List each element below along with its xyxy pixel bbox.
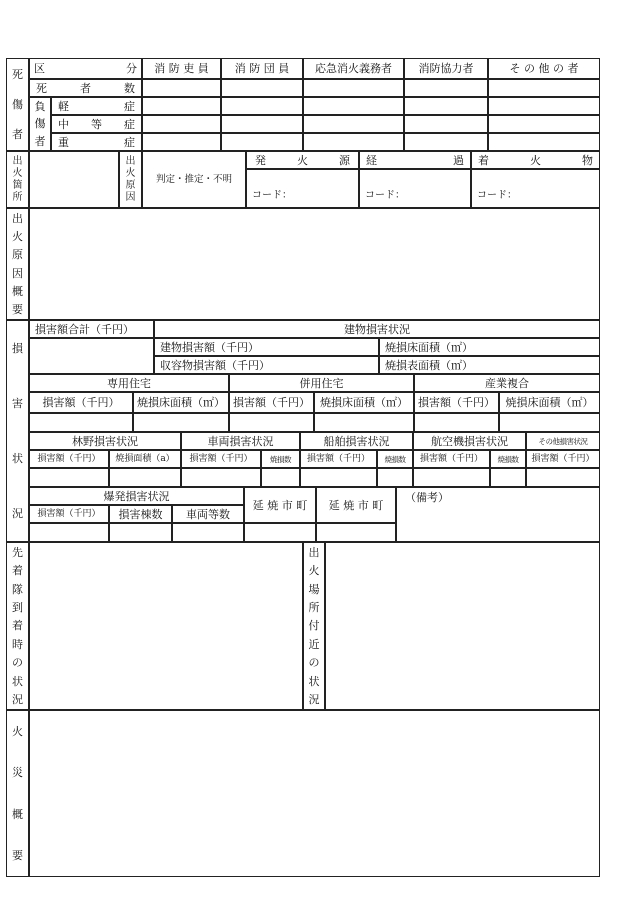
fire-site-vicinity-field[interactable] (325, 542, 600, 710)
forest-damage-header: 林野損害状況 (29, 432, 181, 450)
char: 死 (12, 67, 23, 81)
char: 経 (366, 153, 377, 167)
first-unit-label (6, 542, 29, 710)
moderate-fire-corps-cell[interactable] (221, 115, 303, 133)
char: 損 (12, 342, 23, 355)
minor-fire-officer-cell[interactable] (142, 97, 221, 115)
char: 状 (12, 674, 23, 688)
explosion-amount-field[interactable] (29, 523, 109, 542)
char: 要 (12, 848, 23, 862)
judgment-options[interactable]: 判定・推定・不明 (142, 151, 246, 208)
minor-emergency-duty-cell[interactable] (303, 97, 404, 115)
process-header (359, 151, 471, 169)
forest-amount-field[interactable] (29, 468, 109, 487)
mixed-floor-field[interactable] (314, 413, 414, 432)
ignition-source-code-field[interactable] (246, 169, 359, 208)
char: 等 (91, 117, 102, 131)
aircraft-amount-label: 損害額（千円） (413, 450, 490, 468)
aircraft-damage-header: 航空機損害状況 (413, 432, 526, 450)
char: 傷 (34, 117, 46, 131)
burnt-surface-area-label: 焼損表面積（㎡） (379, 356, 600, 374)
moderate-others-cell[interactable] (488, 115, 600, 133)
char: 傷 (12, 97, 23, 111)
moderate-cooperator-cell[interactable] (404, 115, 488, 133)
char: 火 (12, 725, 23, 739)
char: 分 (126, 62, 137, 75)
aircraft-count-label: 焼損数 (490, 450, 526, 468)
process-code-field[interactable] (359, 169, 471, 208)
code-label: コード： (252, 190, 292, 201)
char: 到 (12, 601, 23, 615)
char: 火 (12, 229, 23, 243)
severe-fire-officer-cell[interactable] (142, 133, 221, 151)
ignited-material-header (471, 151, 600, 169)
dedicated-amount-label: 損害額（千円） (29, 392, 133, 413)
severe-fire-corps-cell[interactable] (221, 133, 303, 151)
char: 況 (12, 507, 23, 520)
minor-others-cell[interactable] (488, 97, 600, 115)
forest-area-field[interactable] (109, 468, 181, 487)
fire-summary-label (6, 710, 29, 877)
col-header-fire-officer: 消 防 吏 員 (142, 58, 221, 79)
char: 者 (12, 128, 23, 142)
row-label-severe (51, 133, 142, 151)
char: 火 (308, 564, 320, 578)
vehicle-amount-label: 損害額（千円） (181, 450, 261, 468)
col-header-cooperator: 消防協力者 (404, 58, 488, 79)
code-label: コード： (365, 190, 405, 201)
other-amount-label: 損害額（千円） (526, 450, 600, 468)
remarks-field[interactable] (396, 487, 600, 542)
char: 近 (308, 637, 320, 651)
industrial-complex-header: 産業複合 (414, 374, 600, 392)
ignition-place-field[interactable] (29, 151, 119, 208)
other-damage-header: その他損害状況 (526, 432, 600, 450)
mixed-amount-field[interactable] (229, 413, 314, 432)
char: 発 (255, 153, 266, 167)
minor-cooperator-cell[interactable] (404, 97, 488, 115)
spread-municipality-field-1[interactable] (244, 523, 316, 542)
char: 源 (339, 153, 350, 167)
char: 火 (530, 153, 541, 167)
char: 況 (308, 693, 320, 707)
row-label-minor (51, 97, 142, 115)
char: 負 (34, 100, 46, 114)
char: 所 (12, 191, 23, 203)
char: の (12, 656, 23, 670)
dedicated-housing-header: 専用住宅 (29, 374, 229, 392)
char: 物 (582, 153, 593, 167)
char: 着 (12, 619, 23, 633)
deaths-fire-officer-cell[interactable] (142, 79, 221, 97)
moderate-emergency-duty-cell[interactable] (303, 115, 404, 133)
aircraft-count-field[interactable] (490, 468, 526, 487)
spread-municipality-label-2: 延 焼 市 町 (316, 487, 396, 523)
char: 数 (124, 81, 135, 95)
explosion-damage-header: 爆発損害状況 (29, 487, 244, 505)
vehicle-count-field[interactable] (261, 468, 300, 487)
total-damage-header: 損害額合計（千円） (29, 320, 154, 338)
total-damage-field[interactable] (29, 338, 154, 374)
ignition-source-header (246, 151, 359, 169)
char: 者 (80, 81, 91, 95)
char: 所 (308, 601, 320, 615)
char: 状 (308, 674, 320, 688)
ship-amount-label: 損害額（千円） (300, 450, 377, 468)
char: 中 (58, 117, 69, 131)
char: 概 (12, 807, 23, 821)
char: 重 (58, 135, 69, 149)
minor-fire-corps-cell[interactable] (221, 97, 303, 115)
ignition-place-label (6, 151, 29, 208)
char: 者 (34, 134, 46, 148)
aircraft-amount-field[interactable] (413, 468, 490, 487)
char: 着 (478, 153, 489, 167)
char: 災 (12, 766, 23, 780)
deaths-emergency-duty-cell[interactable] (303, 79, 404, 97)
cause-summary-field[interactable] (29, 208, 600, 320)
char: 火 (12, 167, 23, 179)
char: 時 (12, 637, 23, 651)
contents-damage-amount-label: 収容物損害額（千円） (154, 356, 379, 374)
injured-label (29, 97, 51, 151)
industrial-floor-field[interactable] (499, 413, 600, 432)
char: 出 (12, 211, 23, 225)
char: 要 (12, 303, 23, 317)
char: 出 (125, 155, 136, 167)
char: 付 (308, 619, 320, 633)
char: 況 (12, 693, 23, 707)
char: 概 (12, 284, 23, 298)
char: 軽 (58, 99, 69, 113)
spread-municipality-field-2[interactable] (316, 523, 396, 542)
char: 先 (12, 545, 23, 559)
col-header-fire-corps: 消 防 団 員 (221, 58, 303, 79)
char: 害 (12, 397, 23, 410)
char: 因 (12, 266, 23, 280)
char: 出 (308, 545, 320, 559)
severe-others-cell[interactable] (488, 133, 600, 151)
first-unit-status-field[interactable] (29, 542, 303, 710)
remarks-label: （備考） (405, 491, 449, 504)
char: 症 (124, 135, 135, 149)
mixed-amount-label: 損害額（千円） (229, 392, 314, 413)
category-header (29, 58, 142, 79)
casualties-side-label (6, 58, 29, 151)
char: 出 (12, 155, 23, 167)
col-header-others: そ の 他 の 者 (488, 58, 600, 79)
ignition-cause-label (119, 151, 142, 208)
row-label-moderate (51, 115, 142, 133)
char: 死 (36, 81, 47, 95)
explosion-amount-label: 損害額（千円） (29, 505, 109, 523)
forest-amount-label: 損害額（千円） (29, 450, 109, 468)
char: 状 (12, 452, 23, 465)
deaths-fire-corps-cell[interactable] (221, 79, 303, 97)
explosion-vehicles-field[interactable] (172, 523, 244, 542)
char: 火 (297, 153, 308, 167)
mixed-floor-label: 焼損床面積（㎡） (314, 392, 414, 413)
dedicated-floor-field[interactable] (133, 413, 229, 432)
ship-amount-field[interactable] (300, 468, 377, 487)
vehicle-count-label: 焼損数 (261, 450, 300, 468)
industrial-amount-label: 損害額（千円） (414, 392, 499, 413)
cause-summary-label (6, 208, 29, 320)
ship-count-label: 焼損数 (377, 450, 413, 468)
deaths-others-cell[interactable] (488, 79, 600, 97)
char: 原 (125, 179, 136, 191)
char: 因 (125, 191, 136, 203)
severe-emergency-duty-cell[interactable] (303, 133, 404, 151)
spread-municipality-label-1: 延 焼 市 町 (244, 487, 316, 523)
industrial-floor-label: 焼損床面積（㎡） (499, 392, 600, 413)
other-amount-field[interactable] (526, 468, 600, 487)
industrial-amount-field[interactable] (414, 413, 499, 432)
forest-area-label: 焼損面積（a） (109, 450, 181, 468)
ship-count-field[interactable] (377, 468, 413, 487)
dedicated-floor-label: 焼損床面積（㎡） (133, 392, 229, 413)
char: 隊 (12, 582, 23, 596)
char: 場 (308, 582, 320, 596)
ship-damage-header: 船舶損害状況 (300, 432, 413, 450)
vehicle-damage-header: 車両損害状況 (181, 432, 300, 450)
char: 過 (453, 153, 464, 167)
char: 着 (12, 564, 23, 578)
explosion-buildings-label: 損害棟数 (109, 505, 172, 523)
deaths-cooperator-cell[interactable] (404, 79, 488, 97)
explosion-buildings-field[interactable] (109, 523, 172, 542)
col-header-emergency-duty: 応急消火義務者 (303, 58, 404, 79)
burnt-floor-area-label: 焼損床面積（㎡） (379, 338, 600, 356)
char: 区 (34, 62, 45, 75)
vehicle-amount-field[interactable] (181, 468, 261, 487)
char: 火 (125, 167, 136, 179)
char: 症 (124, 99, 135, 113)
explosion-vehicles-label: 車両等数 (172, 505, 244, 523)
severe-cooperator-cell[interactable] (404, 133, 488, 151)
building-damage-amount-label: 建物損害額（千円） (154, 338, 379, 356)
char: の (308, 656, 320, 670)
fire-summary-field[interactable] (29, 710, 600, 877)
char: 箇 (12, 179, 23, 191)
code-label: コード： (477, 190, 517, 201)
char: 原 (12, 248, 23, 262)
ignited-material-code-field[interactable] (471, 169, 600, 208)
moderate-fire-officer-cell[interactable] (142, 115, 221, 133)
fire-site-vicinity-label (303, 542, 325, 710)
row-label-deaths (29, 79, 142, 97)
char: 症 (124, 117, 135, 131)
dedicated-amount-field[interactable] (29, 413, 133, 432)
building-damage-status-header: 建物損害状況 (154, 320, 600, 338)
mixed-use-housing-header: 併用住宅 (229, 374, 414, 392)
damage-status-side-label (6, 320, 29, 542)
